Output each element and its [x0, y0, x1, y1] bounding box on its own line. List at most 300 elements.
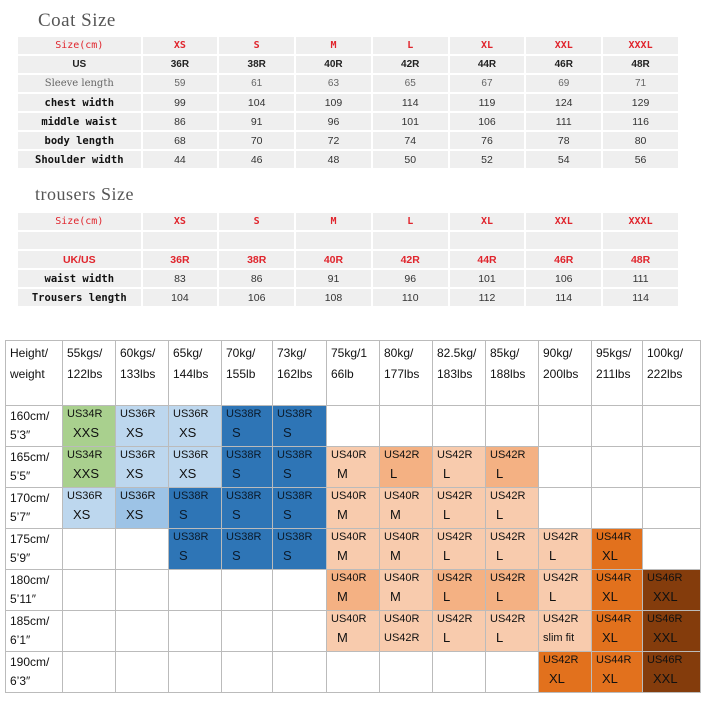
- row-label: Size(cm): [18, 37, 141, 54]
- us-size-code: US42R: [437, 531, 473, 543]
- table-cell: 114: [526, 289, 601, 306]
- size-recommendation-cell: [433, 570, 486, 611]
- size-recommendation-cell: [116, 447, 169, 488]
- us-size-code: US38R: [277, 408, 313, 420]
- letter-size: L: [443, 507, 451, 522]
- letter-size: XXS: [73, 425, 100, 440]
- us-size-code: US42R: [490, 613, 526, 625]
- letter-size: XXS: [73, 466, 100, 481]
- table-cell: 61: [219, 75, 294, 92]
- table-cell: 111: [526, 113, 601, 130]
- empty-cell: [643, 529, 701, 570]
- size-recommendation-cell: [486, 570, 539, 611]
- us-size-code: US42R: [437, 613, 473, 625]
- us-size-code: US40R: [384, 572, 420, 584]
- us-size-code: US42R: [490, 531, 526, 543]
- row-label: body length: [18, 132, 141, 149]
- weight-header-line: 73kg/: [277, 346, 307, 360]
- us-size-code: US38R: [277, 449, 313, 461]
- empty-cell: [592, 447, 643, 488]
- empty-cell: [643, 406, 701, 447]
- weight-header-line: 70kg/: [226, 346, 256, 360]
- empty-cell: [63, 529, 116, 570]
- size-recommendation-cell: [380, 447, 433, 488]
- letter-size: S: [283, 507, 292, 522]
- size-recommendation-cell: [592, 529, 643, 570]
- table-cell: 114: [373, 94, 448, 111]
- trousers-size-table: [16, 211, 680, 308]
- table-cell: 50: [373, 151, 448, 168]
- table-cell: 68: [143, 132, 218, 149]
- letter-size: M: [337, 466, 348, 481]
- size-recommendation-cell: [222, 406, 273, 447]
- size-recommendation-cell: [273, 488, 327, 529]
- weight-header-line: 100kg/: [647, 346, 684, 360]
- table-cell: [296, 232, 371, 249]
- size-recommendation-cell: [433, 611, 486, 652]
- letter-size: L: [443, 589, 451, 604]
- us-size-code: US38R: [226, 449, 262, 461]
- empty-cell: [273, 611, 327, 652]
- table-cell: 91: [296, 270, 371, 287]
- table-cell: 48: [296, 151, 371, 168]
- size-recommendation-cell: [169, 406, 222, 447]
- row-label: Size(cm): [18, 213, 141, 230]
- weight-header-line: 177lbs: [384, 367, 420, 381]
- letter-size: XS: [73, 507, 91, 522]
- us-size-code: US42R: [490, 490, 526, 502]
- empty-cell: [116, 652, 169, 693]
- letter-size: L: [549, 589, 557, 604]
- size-recommendation-cell: [433, 447, 486, 488]
- letter-size: XL: [602, 630, 618, 645]
- us-size-code: US40R: [331, 449, 367, 461]
- weight-header-line: 200lbs: [543, 367, 579, 381]
- height-label-line: 175cm/: [10, 532, 50, 546]
- table-cell: 80: [603, 132, 678, 149]
- table-cell: 56: [603, 151, 678, 168]
- us-size-code: US40R: [331, 613, 367, 625]
- height-weight-fit-chart: [5, 340, 701, 693]
- us-size-code: US38R: [226, 408, 262, 420]
- weight-header: [169, 341, 222, 406]
- table-cell: M: [296, 213, 371, 230]
- us-size-code: US36R: [120, 408, 156, 420]
- height-label-line: 5’9″: [10, 551, 31, 565]
- table-cell: 69: [526, 75, 601, 92]
- table-cell: 44R: [450, 251, 525, 268]
- letter-size: M: [390, 548, 401, 563]
- letter-size: XS: [179, 425, 197, 440]
- table-cell: 46R: [526, 251, 601, 268]
- table-cell: 70: [219, 132, 294, 149]
- table-cell: 119: [450, 94, 525, 111]
- us-size-code: US46R: [647, 613, 683, 625]
- empty-cell: [643, 488, 701, 529]
- table-cell: [603, 232, 678, 249]
- row-label: Sleeve length: [18, 75, 141, 92]
- letter-size: S: [283, 548, 292, 563]
- corner-label: [6, 341, 63, 406]
- letter-size: L: [443, 548, 451, 563]
- weight-header-line: 222lbs: [647, 367, 683, 381]
- letter-size: S: [179, 548, 188, 563]
- fit-chart-row: [6, 570, 701, 611]
- table-cell: XXXL: [603, 37, 678, 54]
- table-cell: 40R: [296, 56, 371, 73]
- table-cell: XXL: [526, 37, 601, 54]
- us-size-code: US36R: [173, 449, 209, 461]
- table-cell: XXXL: [603, 213, 678, 230]
- height-label-line: 6’1″: [10, 633, 31, 647]
- size-recommendation-cell: [169, 447, 222, 488]
- table-cell: 114: [603, 289, 678, 306]
- table-cell: 38R: [219, 251, 294, 268]
- us-size-code: US46R: [647, 572, 683, 584]
- weight-header-line: 211lbs: [596, 367, 631, 381]
- size-recommendation-cell: [486, 611, 539, 652]
- size-recommendation-cell: [592, 652, 643, 693]
- table-cell: 104: [219, 94, 294, 111]
- size-recommendation-cell: [327, 570, 380, 611]
- weight-header-line: 155lb: [226, 367, 256, 381]
- height-label-line: 5’5″: [10, 469, 31, 483]
- us-size-code: US42R: [543, 654, 579, 666]
- table-cell: L: [373, 213, 448, 230]
- size-recommendation-cell: [273, 447, 327, 488]
- letter-size: XL: [549, 671, 565, 686]
- us-size-code: US44R: [596, 531, 632, 543]
- size-recommendation-cell: [63, 488, 116, 529]
- table-cell: 48R: [603, 56, 678, 73]
- table-cell: 38R: [219, 56, 294, 73]
- table-cell: 101: [450, 270, 525, 287]
- size-recommendation-cell: [63, 406, 116, 447]
- empty-cell: [222, 652, 273, 693]
- weight-header-line: 183lbs: [437, 367, 473, 381]
- size-recommendation-cell: [222, 529, 273, 570]
- us-size-code: US36R: [173, 408, 209, 420]
- fit-chart-row: [6, 652, 701, 693]
- letter-size: M: [390, 507, 401, 522]
- weight-header: [116, 341, 169, 406]
- weight-header-line: 122lbs: [67, 367, 103, 381]
- weight-header-line: 144lbs: [173, 367, 209, 381]
- table-cell: 52: [450, 151, 525, 168]
- letter-size: L: [496, 589, 504, 604]
- empty-cell: [63, 652, 116, 693]
- empty-cell: [643, 447, 701, 488]
- height-label-line: 180cm/: [10, 573, 50, 587]
- size-recommendation-cell: [539, 652, 592, 693]
- weight-header-line: 188lbs: [490, 367, 526, 381]
- letter-size: M: [337, 548, 348, 563]
- size-recommendation-cell: [273, 529, 327, 570]
- us-size-code: US38R: [173, 531, 209, 543]
- weight-header-line: 65kg/: [173, 346, 203, 360]
- height-label: [6, 611, 63, 652]
- size-recommendation-cell: [222, 488, 273, 529]
- letter-size: L: [443, 466, 451, 481]
- us-size-code: US42R: [437, 572, 473, 584]
- weight-header: [539, 341, 592, 406]
- letter-size: S: [232, 425, 241, 440]
- trousers-blank-row: [18, 232, 678, 249]
- coat-us-row: [18, 56, 678, 73]
- table-cell: 129: [603, 94, 678, 111]
- fit-chart-row: [6, 611, 701, 652]
- letter-size: XXL: [653, 630, 678, 645]
- table-cell: 44R: [450, 56, 525, 73]
- table-cell: M: [296, 37, 371, 54]
- empty-cell: [486, 652, 539, 693]
- height-label: [6, 488, 63, 529]
- size-recommendation-cell: [273, 406, 327, 447]
- size-recommendation-cell: [539, 570, 592, 611]
- us-size-code: US38R: [277, 490, 313, 502]
- empty-cell: [222, 611, 273, 652]
- trousers-header-row: [18, 213, 678, 230]
- weight-header: [273, 341, 327, 406]
- table-cell: 96: [296, 113, 371, 130]
- table-cell: 111: [603, 270, 678, 287]
- coat-measure-row: [18, 132, 678, 149]
- letter-size: M: [337, 589, 348, 604]
- table-cell: [373, 232, 448, 249]
- table-cell: 106: [450, 113, 525, 130]
- trousers-measure-row: [18, 270, 678, 287]
- size-recommendation-cell: [433, 529, 486, 570]
- empty-cell: [539, 488, 592, 529]
- us-size-code: US36R: [120, 490, 156, 502]
- weight-header: [380, 341, 433, 406]
- weight-header-line: 66lb: [331, 367, 354, 381]
- empty-cell: [327, 652, 380, 693]
- trousers-ukus-row: [18, 251, 678, 268]
- table-cell: XL: [450, 37, 525, 54]
- empty-cell: [539, 447, 592, 488]
- row-label: Shoulder width: [18, 151, 141, 168]
- table-cell: 106: [526, 270, 601, 287]
- table-cell: XL: [450, 213, 525, 230]
- height-label: [6, 652, 63, 693]
- us-size-code: US40R: [384, 613, 420, 625]
- empty-cell: [380, 406, 433, 447]
- letter-size: L: [443, 630, 451, 645]
- weight-header-line: 82.5kg/: [437, 346, 477, 360]
- size-recommendation-cell: [380, 529, 433, 570]
- letter-size: L: [496, 507, 504, 522]
- weight-header-line: 85kg/: [490, 346, 520, 360]
- weight-header-line: 55kgs/: [67, 346, 103, 360]
- empty-cell: [63, 611, 116, 652]
- empty-cell: [486, 406, 539, 447]
- row-label: [18, 232, 141, 249]
- corner-label-line: weight: [10, 367, 45, 381]
- empty-cell: [222, 570, 273, 611]
- weight-header: [327, 341, 380, 406]
- table-cell: 112: [450, 289, 525, 306]
- size-recommendation-cell: [643, 570, 701, 611]
- weight-header-line: 162lbs: [277, 367, 313, 381]
- letter-size: XS: [126, 507, 144, 522]
- size-recommendation-cell: [380, 488, 433, 529]
- coat-header-row: [18, 37, 678, 54]
- us-size-code: US44R: [596, 654, 632, 666]
- weight-header: [643, 341, 701, 406]
- size-recommendation-cell: [327, 447, 380, 488]
- us-size-code: US34R: [67, 408, 103, 420]
- us-size-code: US38R: [173, 490, 209, 502]
- us-size-code: US46R: [647, 654, 683, 666]
- size-recommendation-cell: [327, 529, 380, 570]
- us-size-code: US42R: [543, 613, 579, 625]
- height-label-line: 5’7″: [10, 510, 31, 524]
- letter-size: L: [549, 548, 557, 563]
- letter-size: S: [179, 507, 188, 522]
- weight-header-line: 90kg/: [543, 346, 573, 360]
- table-cell: 91: [219, 113, 294, 130]
- coat-measure-row: [18, 151, 678, 168]
- table-cell: 124: [526, 94, 601, 111]
- empty-cell: [169, 570, 222, 611]
- table-cell: 72: [296, 132, 371, 149]
- table-cell: 110: [373, 289, 448, 306]
- row-label: US: [18, 56, 141, 73]
- letter-size: XL: [602, 671, 618, 686]
- empty-cell: [539, 406, 592, 447]
- table-cell: 65: [373, 75, 448, 92]
- letter-size: XS: [126, 425, 144, 440]
- table-cell: 40R: [296, 251, 371, 268]
- weight-header: [486, 341, 539, 406]
- coat-measure-row: [18, 113, 678, 130]
- size-recommendation-cell: [592, 611, 643, 652]
- table-cell: 36R: [143, 56, 218, 73]
- height-label: [6, 570, 63, 611]
- size-recommendation-cell: [643, 652, 701, 693]
- size-recommendation-cell: [592, 570, 643, 611]
- table-cell: 44: [143, 151, 218, 168]
- table-cell: 42R: [373, 251, 448, 268]
- us-size-code: US38R: [226, 531, 262, 543]
- table-cell: 76: [450, 132, 525, 149]
- table-cell: 36R: [143, 251, 218, 268]
- letter-size: XS: [179, 466, 197, 481]
- trousers-measure-row: [18, 289, 678, 306]
- letter-size: XL: [602, 548, 618, 563]
- size-recommendation-cell: [486, 447, 539, 488]
- table-cell: S: [219, 37, 294, 54]
- table-cell: 78: [526, 132, 601, 149]
- table-cell: 46: [219, 151, 294, 168]
- weight-header: [433, 341, 486, 406]
- height-label: [6, 406, 63, 447]
- letter-size: L: [496, 548, 504, 563]
- size-recommendation-cell: [327, 611, 380, 652]
- empty-cell: [116, 570, 169, 611]
- size-recommendation-cell: [539, 529, 592, 570]
- table-cell: 59: [143, 75, 218, 92]
- weight-header: [222, 341, 273, 406]
- us-size-code: US34R: [67, 449, 103, 461]
- table-cell: [526, 232, 601, 249]
- table-cell: [450, 232, 525, 249]
- us-size-code: US42R: [437, 490, 473, 502]
- us-size-code: US44R: [596, 572, 632, 584]
- coat-measure-row: [18, 94, 678, 111]
- corner-label-line: Height/: [10, 346, 49, 360]
- trousers-size-title: trousers Size: [35, 184, 134, 204]
- letter-size: S: [232, 466, 241, 481]
- size-recommendation-cell: [116, 406, 169, 447]
- letter-size: XS: [126, 466, 144, 481]
- size-recommendation-cell: [380, 611, 433, 652]
- height-label-line: 5’3″: [10, 428, 31, 442]
- fit-chart-header-row: [6, 341, 701, 406]
- letter-size: L: [390, 466, 398, 481]
- letter-size: S: [283, 425, 292, 440]
- table-cell: 106: [219, 289, 294, 306]
- height-label-line: 160cm/: [10, 409, 50, 423]
- us-size-code: US40R: [384, 490, 420, 502]
- weight-header-line: 133lbs: [120, 367, 156, 381]
- height-label-line: 190cm/: [10, 655, 50, 669]
- height-label-line: 170cm/: [10, 491, 50, 505]
- table-cell: 67: [450, 75, 525, 92]
- table-cell: 74: [373, 132, 448, 149]
- weight-header-line: 75kg/1: [331, 346, 368, 360]
- us-size-code: US42R: [490, 572, 526, 584]
- letter-size: M: [390, 589, 401, 604]
- us-size-code: US40R: [331, 490, 367, 502]
- row-label: middle waist: [18, 113, 141, 130]
- empty-cell: [169, 611, 222, 652]
- size-recommendation-cell: [433, 488, 486, 529]
- empty-cell: [433, 406, 486, 447]
- table-cell: 48R: [603, 251, 678, 268]
- table-cell: 108: [296, 289, 371, 306]
- us-size-code: US42R: [543, 531, 579, 543]
- size-recommendation-cell: [380, 570, 433, 611]
- table-cell: 86: [219, 270, 294, 287]
- size-recommendation-cell: [327, 488, 380, 529]
- table-cell: XS: [143, 37, 218, 54]
- size-recommendation-cell: [169, 529, 222, 570]
- weight-header-line: 60kgs/: [120, 346, 156, 360]
- us-size-code: US42R: [490, 449, 526, 461]
- height-label-line: 165cm/: [10, 450, 50, 464]
- letter-size: S: [232, 507, 241, 522]
- table-cell: 42R: [373, 56, 448, 73]
- empty-cell: [380, 652, 433, 693]
- table-cell: 63: [296, 75, 371, 92]
- coat-size-title: Coat Size: [38, 10, 116, 31]
- letter-size: XXL: [653, 671, 678, 686]
- us-size-code: US40R: [384, 531, 420, 543]
- table-cell: 99: [143, 94, 218, 111]
- size-recommendation-cell: [486, 529, 539, 570]
- empty-cell: [327, 406, 380, 447]
- row-label: waist width: [18, 270, 141, 287]
- size-recommendation-cell: [486, 488, 539, 529]
- coat-measure-row: [18, 75, 678, 92]
- coat-size-table: [16, 35, 680, 170]
- table-cell: 104: [143, 289, 218, 306]
- letter-size: L: [496, 630, 504, 645]
- empty-cell: [169, 652, 222, 693]
- us-size-code: US36R: [120, 449, 156, 461]
